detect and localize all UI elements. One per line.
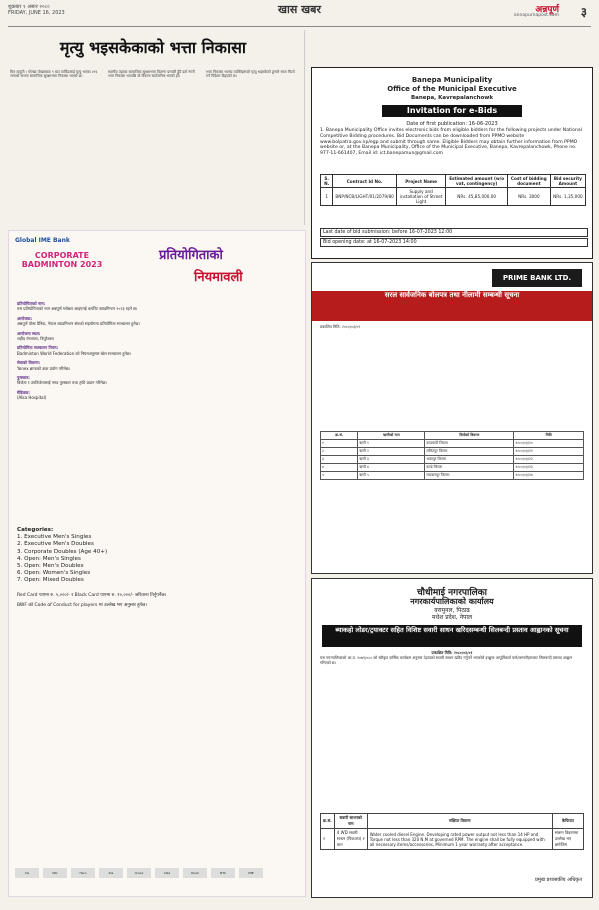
- sponsor-logo: Ncell: [183, 868, 207, 878]
- rule-text: (Alka Hospital): [17, 395, 47, 401]
- badminton-rules-ad: [8, 230, 306, 897]
- page-number: ३: [580, 5, 587, 19]
- bid-table: [320, 174, 586, 206]
- section-title: खास खबर: [278, 3, 321, 16]
- story-headline[interactable]: मृत्यु भइसकेकाको भत्ता निकासा: [59, 38, 247, 57]
- table-cell: ४: [321, 464, 358, 472]
- opening-date: Bid opening date: at 16-07-2023 14:00: [320, 238, 588, 247]
- prime-banner: सरल सार्वजनिक बोलपत्र तथा नीलामी सम्बन्धी सूचना: [312, 291, 592, 321]
- masthead-rule: [8, 26, 591, 27]
- categories-list: [17, 534, 297, 584]
- table-cell: Supply and installation of Street Light: [396, 188, 446, 206]
- vm-table: [320, 813, 584, 850]
- rule-heading: आयोजना स्थल:: [17, 330, 41, 336]
- category-item: 5. Open: Men's Doubles: [17, 563, 84, 570]
- table-row: [321, 472, 584, 480]
- category-item: 3. Corporate Doubles (Age 40+): [17, 548, 108, 555]
- rule-heading: पुरस्कार:: [17, 375, 30, 381]
- table-cell: BNP/NCB/LIGHT/01/2079/80: [333, 188, 396, 206]
- rule-heading: आयोजक:: [17, 315, 33, 321]
- table-cell: काभ्रे जिल्ला: [425, 464, 514, 472]
- rules-title: प्रतियोगिताको: [159, 248, 223, 263]
- rule-text: यस प्रतियोगिताको नाम अन्नपूर्ण ग्लोबल आइएमई कर्पोरेट ब्याडमिन्टन २०२३ रहने छ।: [17, 306, 138, 312]
- invitation-paragraph: 1. Banepa Municipality Office invites electronic bids from eligible bidders for the following projects under National Competitive Bidding procedures. Bid Documents can be downloaded from PPMO website www.bolpatra.gov.np/egp and submit through same. Eligible Bidders may obtain further information from PPMO website or, at the Banepa Municipality, Office of the Municipal Executive, Banepa, Kavrepalanchowk, Phone no. 977-11-661407, Email id: ict.banepamun@gmail.com: [320, 128, 582, 157]
- table-cell: ऋणी ३: [358, 456, 425, 464]
- rule-heading: सेवाको विवरण:: [17, 360, 41, 366]
- vm-title: चौधीमाई नगरपालिका: [416, 588, 488, 598]
- category-item: 4. Open: Men's Singles: [17, 555, 81, 562]
- table-cell: २०८०/०३/२२: [514, 456, 584, 464]
- bwf-rule: BWF को Code of Conduct for players मा उल्लेख भए अनुसार हुनेछ।: [17, 602, 148, 608]
- table-cell: २०८०/०३/२१: [514, 448, 584, 456]
- bank-logo: Global IME Bank: [15, 237, 70, 244]
- categories-label: Categories:: [17, 527, 54, 533]
- table-cell: ललितपुर जिल्ला: [425, 448, 514, 456]
- table-cell: NRs. 1,35,000: [550, 188, 585, 206]
- table-cell: ऋणी १: [358, 440, 425, 448]
- sponsor-bar: [13, 859, 301, 889]
- invitation-title: Invitation for e-Bids: [382, 105, 522, 117]
- table-header-cell: क्र.सं.: [321, 814, 335, 829]
- prime-body: प्रकाशित मिति: २०८०/०३/०१: [320, 324, 361, 329]
- vm-office: नगरकार्यपालिकाको कार्यालय: [410, 597, 494, 606]
- table-cell: ५: [321, 472, 358, 480]
- bid-table-body: [321, 188, 586, 206]
- vm-date: प्रकाशित मिति: २०८०/०३/०१: [431, 650, 473, 655]
- category-item: 6. Open: Women's Singles: [17, 570, 91, 577]
- vm-table-header: [321, 814, 584, 829]
- table-cell: २०८०/०३/२४: [514, 472, 584, 480]
- table-cell: १: [321, 829, 335, 850]
- table-cell: ऋणी २: [358, 448, 425, 456]
- publication-date: Date of first publication: 16-06-2023: [406, 121, 498, 127]
- rule-text: Badminton World Federation को नियमअनुसार खेल सञ्चालन हुनेछ।: [17, 350, 132, 356]
- sponsor-logo: Alka: [155, 868, 179, 878]
- event-logo: CORPORATE BADMINTON 2023: [21, 251, 103, 269]
- date-en: FRIDAY, JUNE 16, 2023: [8, 10, 65, 16]
- card-rule: Red Card पाएमा रु. ५,०००/- र Black Card पाएमा रु. १०,०००/- जरिवाना तिर्नुपर्नेछ।: [17, 592, 167, 598]
- table-header-cell: ऋणीको नाम: [358, 432, 425, 440]
- vm-body: [320, 651, 584, 665]
- sponsor-logo: NIC: [43, 868, 67, 878]
- vm-banner: ब्याकहो लोडर/ट्रयाक्टर सहित विशिष्ट सवारी साधन खरिदसम्बन्धी सिलबन्दी प्रस्ताव आह्वानको सूचना: [322, 625, 582, 647]
- sponsor-logo: Hero: [71, 868, 95, 878]
- table-cell: ऋणी ४: [358, 464, 425, 472]
- table-cell: २०८०/०३/२३: [514, 464, 584, 472]
- table-header-cell: सवारी साधनको नाम: [334, 814, 367, 829]
- vm-paragraph: यस नगरपालिकाको आ.व. २०७९/०८० को स्वीकृत वार्षिक कार्यक्रम अनुसार देहायको सवारी साधन खरिद गर्नुपर्ने भएकोले इच्छुक आपूर्तिकर्ता फर्म/कम्पनीहरूबाट सिलबन्दी प्रस्ताव आह्वान गरिएको छ।: [320, 654, 573, 665]
- story-column-3: भत्ता निकासा भएका व्यक्तिहरूको मृत्यु भइसकेको हुनाले रकम फिर्ता गर्न निर्देशन दिइएको छ।: [206, 70, 295, 79]
- table-cell: NRs. 3000: [507, 188, 550, 206]
- table-cell: NRs. 45,85,000.00: [446, 188, 507, 206]
- date-np: शुक्रबार १ असार २०८०: [8, 4, 50, 10]
- municipality-vehicle-notice: [311, 578, 593, 898]
- story-column-1: चित्र ठाकुरी । गोरखा पोखराबाट ९ बटा पार्किङलाई मृत्यु भएका २१६ जनाको नाममा सामाजिक सुरक्षाभत्ता निकासा भएको छ।: [10, 70, 98, 79]
- table-cell: १: [321, 440, 358, 448]
- prime-bank-logo: PRIME BANK LTD.: [492, 269, 582, 287]
- sponsor-logo: Yonex: [127, 868, 151, 878]
- table-header-cell: Cost of bidding document: [507, 175, 550, 188]
- table-cell: भक्तपुर जिल्ला: [425, 456, 514, 464]
- table-cell: २: [321, 448, 358, 456]
- table-cell: 1: [321, 188, 333, 206]
- table-header-cell: कैफियत: [552, 814, 583, 829]
- rules-subtitle: नियमावली: [194, 270, 243, 285]
- categories-block: [17, 527, 297, 609]
- category-item: 7. Open: Mixed Doubles: [17, 577, 84, 584]
- municipality-name: Banepa Municipality: [411, 76, 493, 84]
- municipality-address: Banepa, Kavrepalanchowk: [410, 95, 494, 101]
- table-cell: ३: [321, 456, 358, 464]
- prime-bank-notice: [311, 262, 593, 574]
- table-cell: काठमाडौं जिल्ला: [425, 440, 514, 448]
- table-header-cell: संक्षिप्त विवरण: [367, 814, 552, 829]
- sponsor-logo: CG: [15, 868, 39, 878]
- signatory: प्रमुख प्रशासकीय अधिकृत: [535, 877, 582, 883]
- rule-heading: प्रतियोगिताको नाम:: [17, 301, 46, 306]
- vm-address: वरामुनल, पिठाढ: [434, 607, 470, 614]
- table-row: [321, 464, 584, 472]
- prime-table-body: [321, 440, 584, 480]
- table-row: [321, 440, 584, 448]
- table-header-cell: मिति: [514, 432, 584, 440]
- table-cell: ऋणी ५: [358, 472, 425, 480]
- table-header-cell: Contract Id No.: [333, 175, 396, 188]
- rule-text: विजेता र उपविजेतालाई नगद पुरस्कार तथा ट्रफी प्रदान गरिनेछ।: [17, 380, 108, 386]
- rule-text: Yonex ब्रान्डको कक प्रयोग गरिनेछ।: [17, 365, 71, 371]
- rule-text: शहीद रंगशाला, त्रिपुरेश्वर।: [17, 336, 55, 342]
- table-header-cell: Project Name: [396, 175, 446, 188]
- brand-logo[interactable]: अन्नपूर्ण: [535, 5, 559, 15]
- rule-heading: मेडिकल:: [17, 389, 30, 395]
- table-row: [321, 456, 584, 464]
- story-column-2: स्थानीय तहबाट सामाजिक सुरक्षाभत्ता वितरण प्रणाली हुँदै दर्ता नगरी भत्ता निकासा भएपछि यो विवरण सार्वजनिक भएको हो।: [108, 70, 195, 79]
- table-row: [321, 188, 586, 206]
- table-cell: संलग्न विवरणमा उल्लेख भए बमोजिम: [552, 829, 583, 850]
- rules-body: [17, 301, 297, 405]
- banepa-tender-notice: [311, 67, 593, 259]
- sponsor-logo: NTC: [211, 868, 235, 878]
- vm-province: मधेश प्रदेश, नेपाल: [431, 614, 473, 621]
- table-cell: Water cooled diesel Engine. Developing rated power output not less than 14 HP and Torque not less than 320 N.M at governed RPM. The engine shall be fully equipped with all necessary items/accessories, Minimum 1 year warranty after acceptance.: [367, 829, 552, 850]
- table-header-cell: Bid security Amount: [550, 175, 585, 188]
- table-row: [321, 448, 584, 456]
- site-url[interactable]: annapurnapost.com: [513, 13, 559, 18]
- rule-heading: प्रतियोगिता सञ्चालन नियम:: [17, 345, 59, 351]
- table-row: [321, 829, 584, 850]
- table-cell: 4 WD सवारी साधन (पिकअप) १ थान: [334, 829, 367, 850]
- table-cell: मकवानपुर जिल्ला: [425, 472, 514, 480]
- vm-table-body: [321, 829, 584, 850]
- table-header-cell: S. N.: [321, 175, 333, 188]
- sponsor-logo: IME: [239, 868, 263, 878]
- sponsor-logo: Kia: [99, 868, 123, 878]
- category-item: 2. Executive Men's Doubles: [17, 541, 94, 548]
- table-header-cell: क्र.सं.: [321, 432, 358, 440]
- table-header-cell: धितोको विवरण: [425, 432, 514, 440]
- last-date: Last date of bid submission: before 16-07-2023 12:00: [320, 228, 588, 237]
- table-cell: २०८०/०३/२०: [514, 440, 584, 448]
- table-header-cell: Estimated amount (w/o vat, contingency): [446, 175, 507, 188]
- prime-table: [320, 431, 584, 480]
- category-item: 1. Executive Men's Singles: [17, 534, 92, 541]
- rule-text: अन्नपूर्ण पोस्ट दैनिक, नेपाल ब्याडमिन्टन संघको सहयोगमा प्रतियोगिता सञ्चालन हुनेछ।: [17, 321, 140, 327]
- bid-table-header: [321, 175, 586, 188]
- municipality-office: Office of the Municipal Executive: [387, 85, 517, 93]
- prime-table-header: [321, 432, 584, 440]
